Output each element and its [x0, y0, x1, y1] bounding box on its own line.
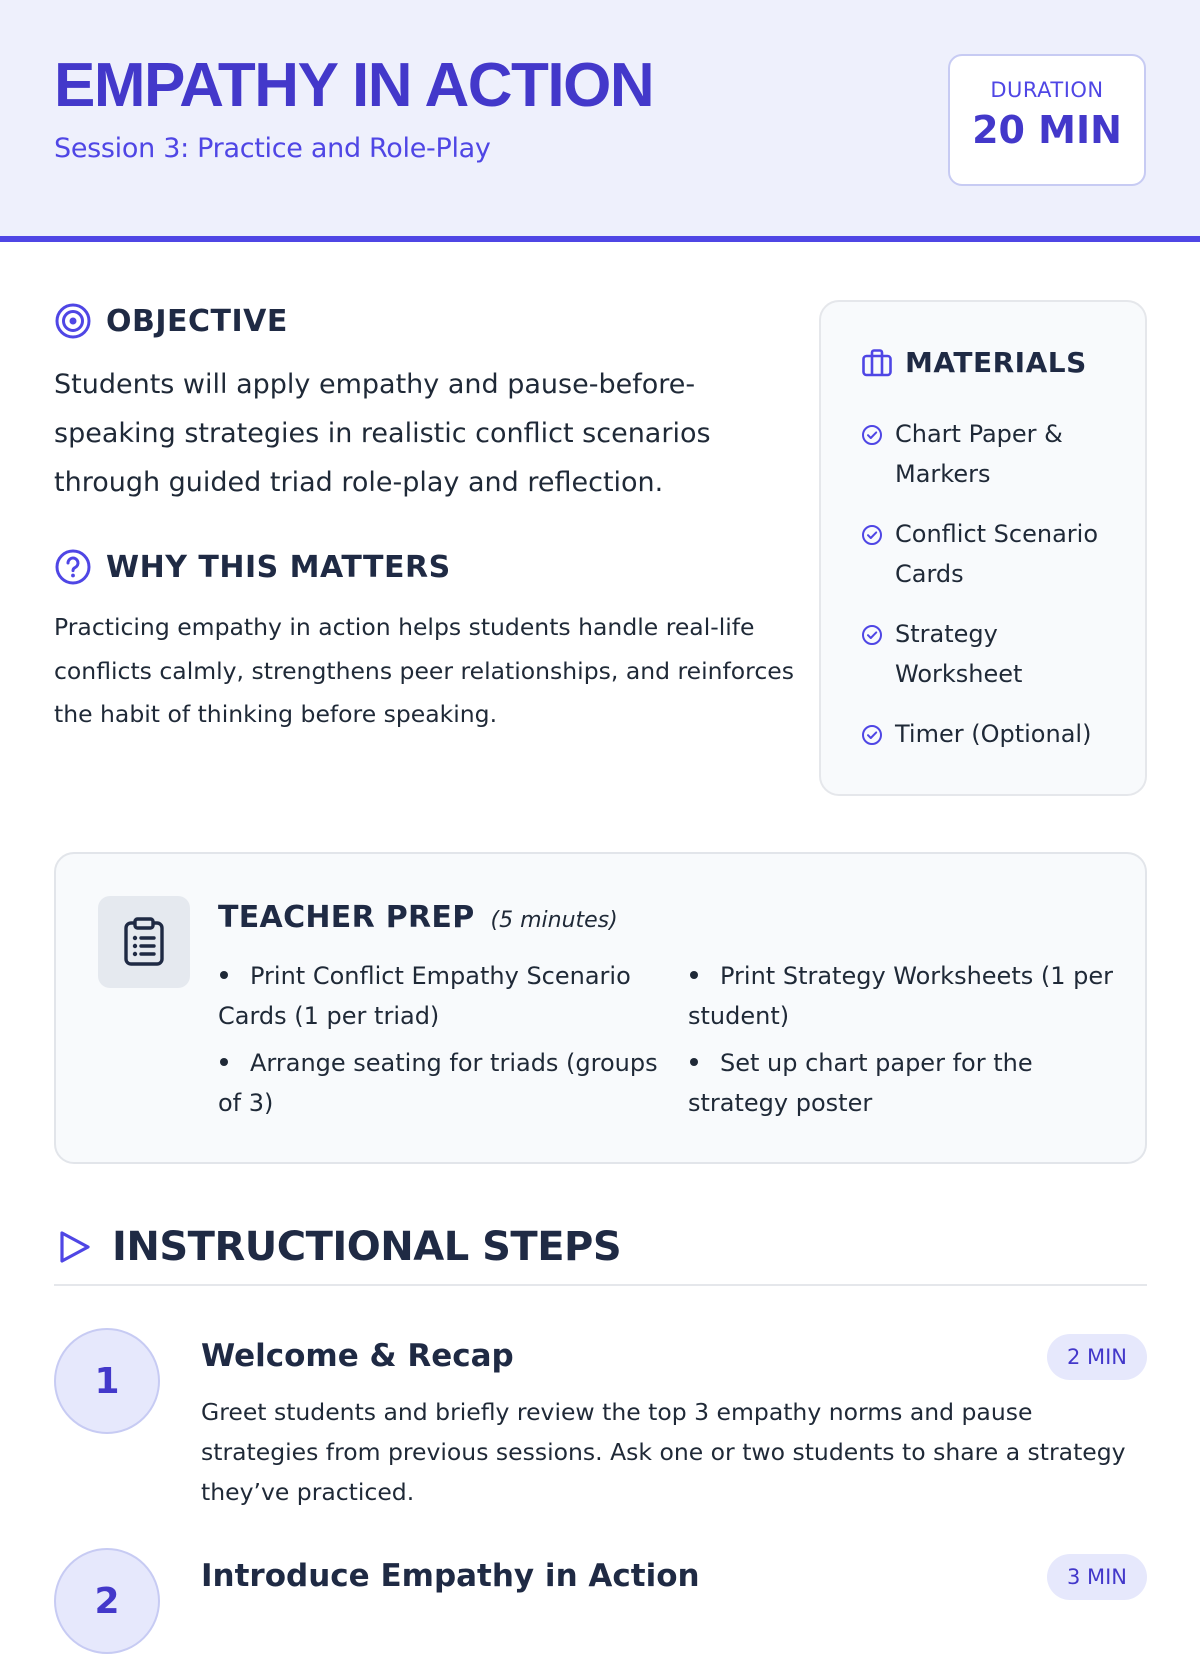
check-circle-icon	[861, 624, 883, 646]
objective-text: Students will apply empathy and pause-before-speaking strategies in realistic conflict scenarios through guided triad role-play and reflection.	[54, 369, 711, 498]
step-duration-badge: 2 MIN	[1047, 1334, 1147, 1380]
session-subtitle: Session 3: Practice and Role-Play	[54, 133, 491, 164]
list-item	[861, 414, 1131, 494]
material-label: Conflict Scenario Cards	[895, 520, 1099, 588]
bullet	[690, 1058, 698, 1066]
bullet	[690, 971, 698, 979]
briefcase-icon	[861, 347, 893, 379]
materials-heading-label: MATERIALS	[905, 346, 1087, 379]
list-item	[218, 956, 658, 1036]
step-title: Welcome & Recap	[201, 1338, 514, 1374]
play-icon	[58, 1229, 92, 1265]
step-number: 2	[54, 1548, 160, 1654]
material-label: Strategy Worksheet	[895, 620, 1023, 688]
teacher-prep-card	[54, 852, 1147, 1164]
instructional-steps-heading	[58, 1224, 621, 1270]
step-description: Greet students and briefly review the top 3 empathy norms and pause strategies from previous sessions. Ask one or two students to share a strategy they’ve practiced.	[201, 1398, 1126, 1506]
instructional-steps-heading-label: INSTRUCTIONAL STEPS	[112, 1224, 622, 1270]
list-item	[861, 714, 1131, 754]
step-item	[54, 1328, 1147, 1508]
why-heading-label: WHY THIS MATTERS	[106, 549, 451, 585]
objective-heading	[54, 302, 288, 340]
bullet	[220, 1058, 228, 1066]
objective-heading-label: OBJECTIVE	[106, 303, 288, 339]
list-item	[688, 1043, 1128, 1123]
prep-item-text: Print Conflict Empathy Scenario Cards (1 per triad)	[218, 962, 631, 1030]
list-item	[861, 614, 1131, 694]
check-circle-icon	[861, 424, 883, 446]
prep-item-text: Set up chart paper for the strategy poster	[688, 1049, 1033, 1117]
clipboard-icon	[98, 896, 190, 988]
list-item	[688, 956, 1128, 1036]
teacher-prep-heading-label: TEACHER PREP	[218, 900, 475, 935]
header	[0, 0, 1200, 242]
target-icon	[54, 302, 92, 340]
duration-value: 20 MIN	[972, 108, 1122, 152]
check-circle-icon	[861, 724, 883, 746]
teacher-prep-time: (5 minutes)	[490, 908, 618, 933]
materials-list	[861, 414, 1131, 774]
materials-card	[819, 300, 1147, 796]
page-title: EMPATHY IN ACTION	[54, 51, 654, 120]
step-duration-badge: 3 MIN	[1047, 1554, 1147, 1600]
prep-item-text: Print Strategy Worksheets (1 per student)	[688, 962, 1113, 1030]
question-circle-icon	[54, 548, 92, 586]
duration-box	[948, 54, 1146, 186]
material-label: Chart Paper & Markers	[895, 420, 1063, 488]
why-text: Practicing empathy in action helps students handle real-life conflicts calmly, strengthens peer relationships, and reinforces the habit of thinking before speaking.	[54, 613, 794, 728]
step-title: Introduce Empathy in Action	[201, 1558, 700, 1594]
prep-item-text: Arrange seating for triads (groups of 3)	[218, 1049, 658, 1117]
divider	[54, 1284, 1147, 1286]
list-item	[218, 1043, 658, 1123]
material-label: Timer (Optional)	[895, 720, 1092, 748]
teacher-prep-heading	[218, 900, 618, 935]
step-number: 1	[54, 1328, 160, 1434]
materials-heading	[861, 346, 1087, 379]
why-heading	[54, 548, 451, 586]
step-item	[54, 1548, 1147, 1654]
bullet	[220, 971, 228, 979]
check-circle-icon	[861, 524, 883, 546]
list-item	[861, 514, 1131, 594]
duration-label: DURATION	[990, 78, 1104, 102]
